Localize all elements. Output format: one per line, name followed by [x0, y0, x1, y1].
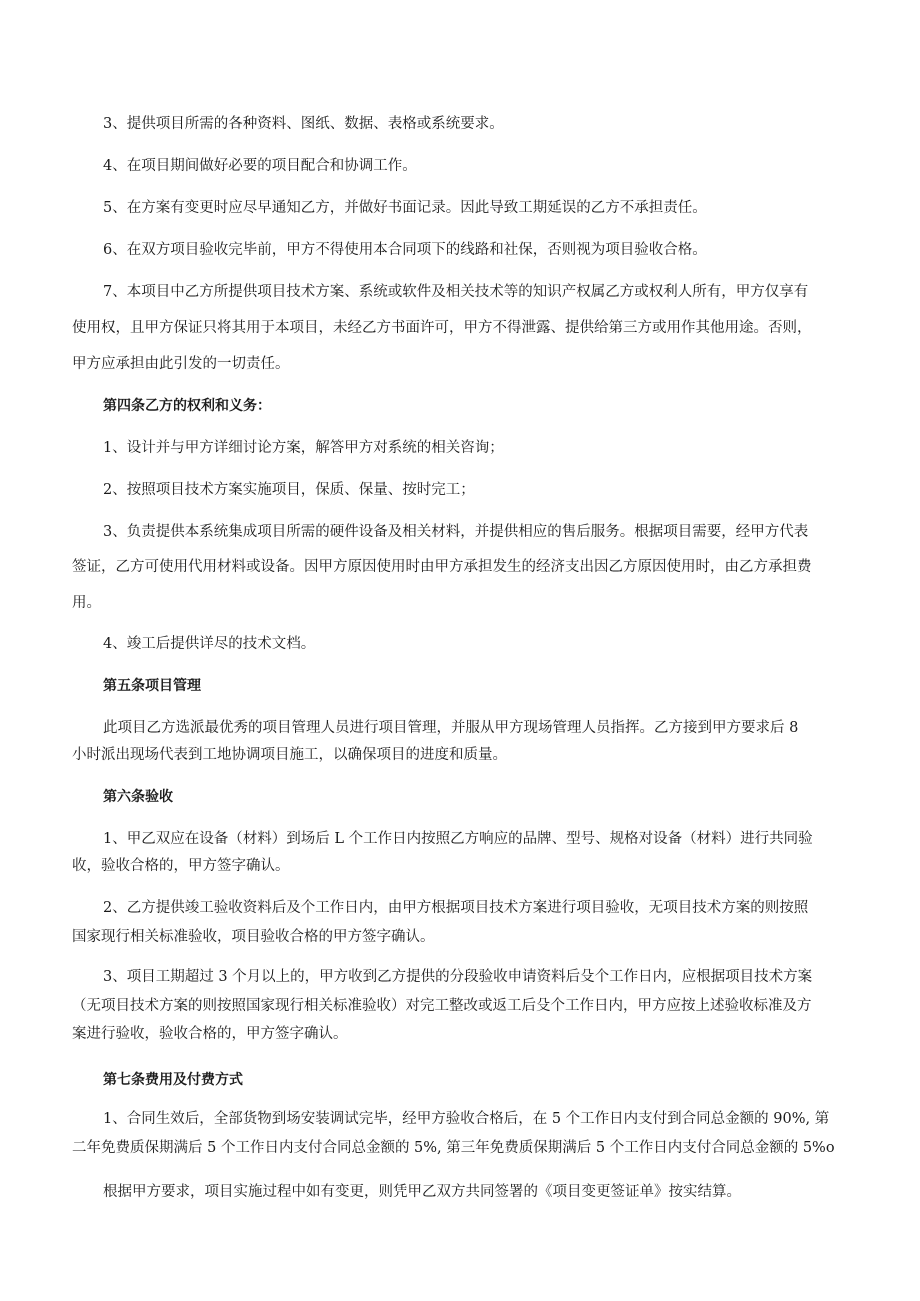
acceptance-3-line-3: 案进行验收，验收合格的，甲方签字确认。	[72, 1026, 348, 1042]
clause-5-line-1: 5、在方案有变更时应尽早通知乙方，并做好书面记录。因此导致工期延误的乙方不承担责任。	[103, 200, 707, 216]
clause-7-line-2: 使用权，且甲方保证只将其用于本项目，未经乙方书面许可，甲方不得泄露、提供给第三方或用作其他用途。否则，	[72, 320, 812, 336]
section-heading-5: 第五条项目管理	[103, 678, 201, 694]
acceptance-1-line-1: 1、甲乙双应在设备（材料）到场后 L 个工作日内按照乙方响应的品牌、型号、规格对设备（材料）进行共同验	[103, 831, 813, 847]
clause-6-line-1: 6、在双方项目验收完毕前，甲方不得使用本合同项下的线路和社保，否则视为项目验收合格。	[103, 242, 707, 258]
management-line-1: 此项目乙方选派最优秀的项目管理人员进行项目管理，并服从甲方现场管理人员指挥。乙方接到甲方要求后 8	[103, 720, 799, 736]
clause-4-line-1: 4、在项目期间做好必要的项目配合和协调工作。	[103, 158, 417, 174]
clause-7-line-1: 7、本项目中乙方所提供项目技术方案、系统或软件及相关技术等的知识产权属乙方或权利人所有，甲方仅享有	[103, 284, 809, 300]
payment-1-line-2: 二年免费质保期满后 5 个工作日内支付合同总金额的 5%, 第三年免费质保期满后 5 个工作日内支付合同总金额的 5%o	[72, 1140, 835, 1156]
acceptance-2-line-1: 2、乙方提供竣工验收资料后及个工作日内，由甲方根据项目技术方案进行项目验收，无项目技术方案的则按照	[103, 900, 809, 916]
duty-3-line-3: 用。	[72, 595, 101, 611]
duty-4-line-1: 4、竣工后提供详尽的技术文档。	[103, 636, 316, 652]
duty-1-line-1: 1、设计并与甲方详细讨论方案，解答甲方对系统的相关咨询；	[103, 440, 504, 456]
section-heading-4: 第四条乙方的权利和义务：	[103, 398, 271, 414]
section-heading-6: 第六条验收	[103, 789, 173, 805]
duty-3-line-2: 签证，乙方可使用代用材料或设备。因甲方原因使用时由甲方承担发生的经济支出因乙方原因使用时，由乙方承担费	[72, 559, 812, 575]
clause-3-line-1: 3、提供项目所需的各种资料、图纸、数据、表格或系统要求。	[103, 116, 504, 132]
section-heading-7: 第七条费用及付费方式	[103, 1072, 243, 1088]
payment-change-line-1: 根据甲方要求，项目实施过程中如有变更，则凭甲乙双方共同签署的《项目变更签证单》按实结算。	[103, 1184, 741, 1200]
acceptance-3-line-1: 3、项目工期超过 3 个月以上的，甲方收到乙方提供的分段验收申请资料后殳个工作日内，应根据项目技术方案	[103, 969, 813, 985]
acceptance-3-line-2: （无项目技术方案的则按照国家现行相关标准验收）对完工整改或返工后殳个工作日内，甲方应按上述验收标准及方	[72, 998, 812, 1014]
management-line-2: 小时派出现场代表到工地协调项目施工，以确保项目的进度和质量。	[72, 747, 507, 763]
duty-3-line-1: 3、负责提供本系统集成项目所需的硬件设备及相关材料，并提供相应的售后服务。根据项目需要，经甲方代表	[103, 524, 809, 540]
acceptance-1-line-2: 收，验收合格的，甲方签字确认。	[72, 858, 290, 874]
duty-2-line-1: 2、按照项目技术方案实施项目，保质、保量、按时完工；	[103, 482, 475, 498]
payment-1-line-1: 1、合同生效后，全部货物到场安装调试完毕，经甲方验收合格后，在 5 个工作日内支付到合同总金额的 90%, 第	[103, 1111, 830, 1127]
acceptance-2-line-2: 国家现行相关标准验收，项目验收合格的甲方签字确认。	[72, 929, 435, 945]
clause-7-line-3: 甲方应承担由此引发的一切责任。	[72, 356, 290, 372]
